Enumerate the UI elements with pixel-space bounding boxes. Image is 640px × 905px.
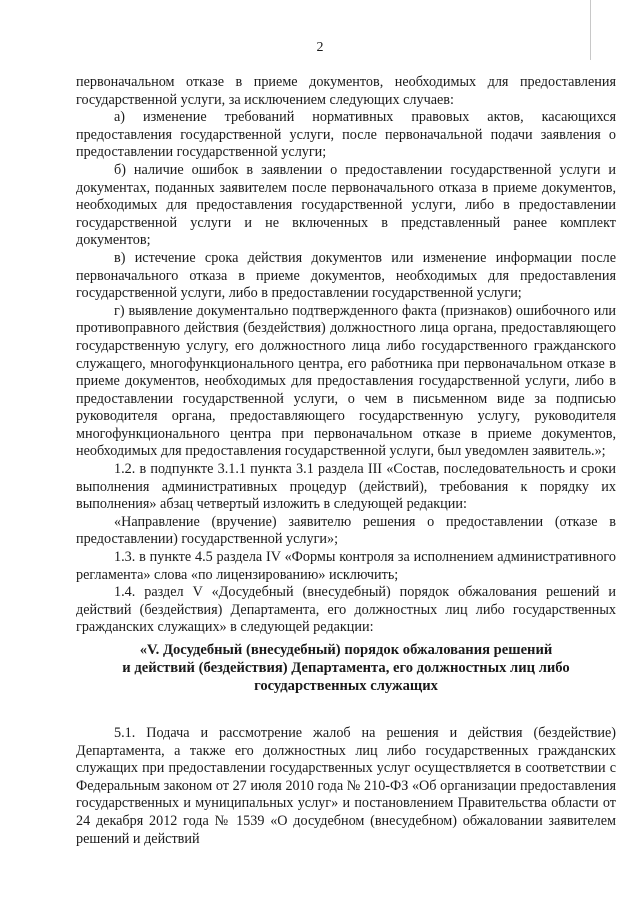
spacer <box>76 695 616 725</box>
heading-line-1: «V. Досудебный (внесудебный) порядок обжалования решений <box>139 642 553 658</box>
paragraph-item-b: б) наличие ошибок в заявлении о предоставлении государственной услуги и документах, поданных заявителем после первоначального отказа в приеме документов, необходимых для предоставления государственной услуги, либо в предоставлении государственной услуги и не включенных в представленный ранее комплект документов; <box>76 161 616 249</box>
heading-line-2: и действий (бездействия) Департамента, его должностных лиц либо <box>122 660 570 676</box>
paragraph-item-v: в) истечение срока действия документов или изменение информации после первоначального отказа в приеме документов, необходимых для предоставления государственной услуги, либо в предоставлении государственной услуги; <box>76 249 616 302</box>
paragraph-item-g: г) выявление документально подтвержденного факта (признаков) ошибочного или противоправного действия (бездействия) должностного лица органа, предоставляющего государственную услугу, его должностного лица либо государственного гражданского служащего, многофункционального центра, его работника при первоначальном отказе в приеме документов, необходимых для предоставления государственной услуги, либо в предоставлении государственной услуги, о чем в письменном виде за подписью руководителя органа, предоставляющего государственную услугу, руководителя многофункционального центра при первоначальном отказе в приеме документов, необходимых для предоставления государственной услуги, был уведомлен заявитель.»; <box>76 302 616 460</box>
page-number: 2 <box>316 40 324 55</box>
paragraph-quote: «Направление (вручение) заявителю решения о предоставлении (отказе в предоставлении) государственной услуги»; <box>76 513 616 548</box>
paragraph-1-4: 1.4. раздел V «Досудебный (внесудебный) порядок обжалования решений и действий (бездействия) Департамента, его должностных лиц либо государственных гражданских служащих» в следующей редакции: <box>76 584 616 636</box>
paragraph-1-3: 1.3. в пункте 4.5 раздела IV «Формы контроля за исполнением административного регламента» слова «по лицензированию» исключить; <box>76 549 616 583</box>
paragraph-5-1: 5.1. Подача и рассмотрение жалоб на решения и действия (бездействие) Департамента, а также его должностных лиц либо государственных гражданских служащих при предоставлении государственных услуг осуществляется в соответствии с Федеральным законом от 27 июля 2010 года № 210-ФЗ «Об организации предоставления государственных и муниципальных услуг» и постановлением Правительства области от 24 декабря 2012 года № 1539 «О досудебном (внесудебном) обжаловании заявителем решений и действий <box>76 725 616 847</box>
section-heading <box>76 641 616 695</box>
paragraph-item-a: а) изменение требований нормативных правовых актов, касающихся предоставления государственной услуги, после первоначальной подачи заявления о предоставлении государственной услуги; <box>76 109 616 161</box>
heading-line-3: государственных служащих <box>254 678 438 694</box>
paragraph-continuation: первоначальном отказе в приеме документов, необходимых для предоставления государственной услуги, за исключением следующих случаев: <box>76 74 616 108</box>
document-body <box>76 74 616 848</box>
paragraph-1-2: 1.2. в подпункте 3.1.1 пункта 3.1 раздела III «Состав, последовательность и сроки выполнения административных процедур (действий), требования к порядку их выполнения» абзац четвертый изложить в следующей редакции: <box>76 461 616 513</box>
